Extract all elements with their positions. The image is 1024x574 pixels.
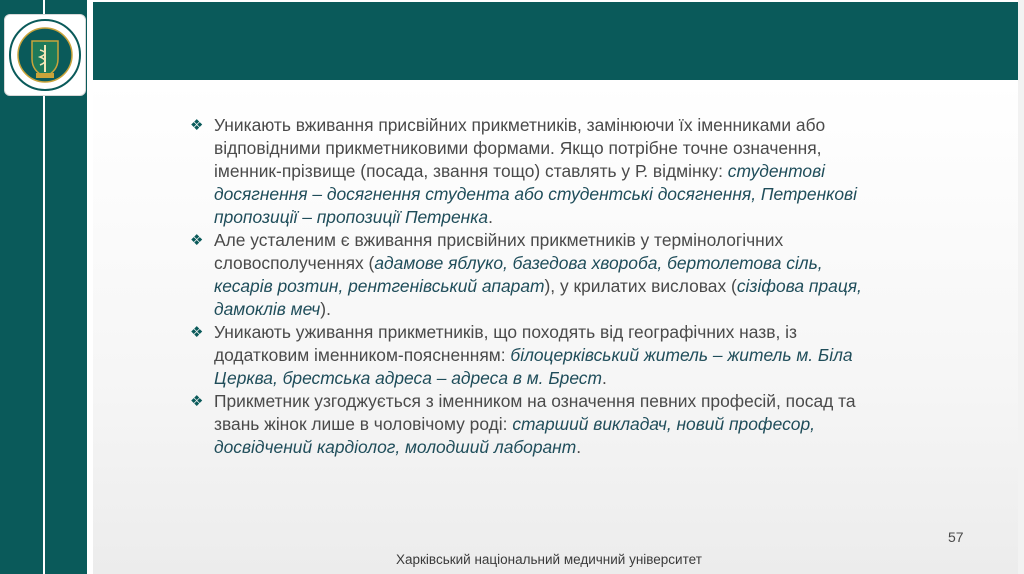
bullet-text: Уникають уживання прикметників, що походять від географічних назв, із додатковим іменником-поясненням: bbox=[214, 322, 797, 365]
university-emblem-icon bbox=[7, 17, 83, 93]
bullet-example: адамове яблуко, базедова хвороба, бертолетова сіль, кесарів розтин, рентгенівський апарат bbox=[214, 253, 823, 296]
bullet-text: Але усталеним є вживання присвійних прикметників у термінологічних словосполученнях ( bbox=[214, 230, 784, 273]
diamond-bullet-icon: ❖ bbox=[190, 117, 204, 134]
bullet-example: студентові досягнення – досягнення студента або студентські досягнення, Петренкові пропозиції – пропозиції Петренка bbox=[214, 161, 857, 227]
footer-text: Харківський національний медичний університет bbox=[396, 552, 702, 567]
bullet-item bbox=[188, 321, 878, 390]
bullet-example: білоцерківський житель – житель м. Біла Церква, брестська адреса – адреса в м. Брест bbox=[214, 345, 853, 388]
bullet-text: Прикметник узгоджується з іменником на означення певних професій, посад та звань жінок лише в чоловічому роді: bbox=[214, 391, 856, 434]
bullet-example: сізіфова праця, дамоклів меч bbox=[214, 276, 862, 319]
diamond-bullet-icon: ❖ bbox=[190, 232, 204, 249]
slide-content bbox=[188, 114, 878, 459]
bullet-text: ), у крилатих висловах ( bbox=[544, 276, 737, 296]
diamond-bullet-icon: ❖ bbox=[190, 393, 204, 410]
right-edge bbox=[1018, 0, 1024, 574]
page-number: 57 bbox=[948, 529, 964, 545]
diamond-bullet-icon: ❖ bbox=[190, 324, 204, 341]
bullet-item bbox=[188, 114, 878, 229]
bullet-item bbox=[188, 390, 878, 459]
bullet-text: ). bbox=[320, 299, 331, 319]
bullet-example: старший викладач, новий професор, досвідчений кардіолог, молодший лаборант bbox=[214, 414, 815, 457]
bullet-text: . bbox=[576, 437, 582, 457]
bullet-text: Уникають вживання присвійних прикметників, замінюючи їх іменниками або відповідними прикметниковими формами. Якщо потрібне точне означення, іменник-прізвище (посада, звання тощо) ставлять у Р. відмінку: bbox=[214, 115, 826, 181]
bullet-text: . bbox=[602, 368, 607, 388]
bullet-item bbox=[188, 229, 878, 321]
header-bar bbox=[93, 2, 1018, 80]
bullet-text: . bbox=[488, 207, 493, 227]
university-logo bbox=[4, 14, 86, 96]
